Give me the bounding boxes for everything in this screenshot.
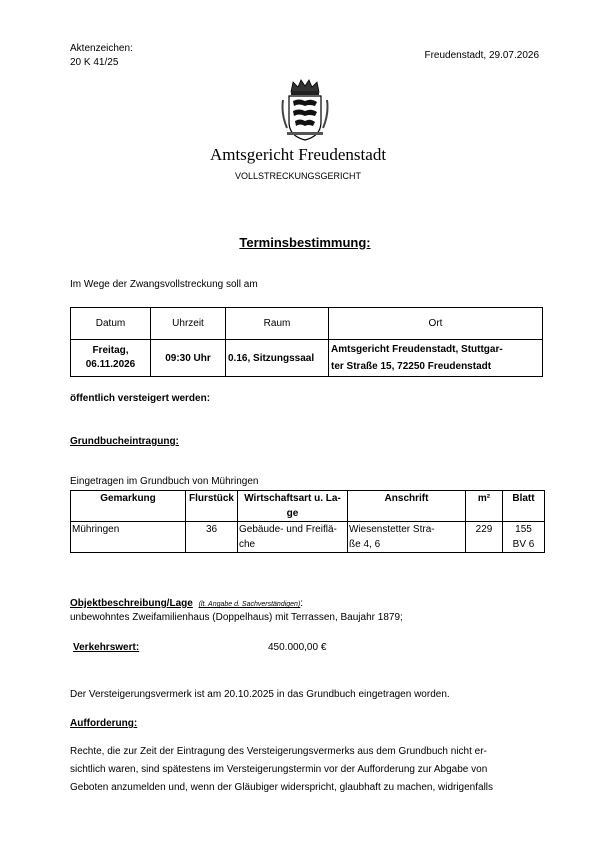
- header-gemarkung: Gemarkung: [71, 491, 186, 522]
- market-value-label: Verkehrswert:: [73, 642, 140, 653]
- land-register-header-row: [71, 491, 545, 522]
- request-heading: Aufforderung:: [70, 718, 138, 729]
- header-anschrift: Anschrift: [348, 491, 466, 522]
- cell-anschrift: [348, 522, 466, 553]
- object-description-colon: :: [300, 598, 304, 609]
- court-department: VOLLSTRECKUNGSGERICHT: [234, 171, 362, 181]
- header-datum: Datum: [71, 308, 151, 340]
- anschrift-line-2: ße 4, 6: [349, 539, 381, 550]
- cell-uhrzeit: 09:30 Uhr: [151, 340, 226, 377]
- case-reference-number: 20 K 41/25: [70, 57, 119, 68]
- land-register-table: [70, 490, 545, 553]
- land-register-row: [71, 522, 545, 553]
- header-wirtschaftsart: [238, 491, 348, 522]
- object-description-note: (lt. Angabe d. Sachverständigen): [198, 601, 301, 608]
- header-uhrzeit: Uhrzeit: [151, 308, 226, 340]
- cell-gemarkung: Mühringen: [71, 522, 186, 553]
- coat-of-arms-icon: [279, 78, 331, 142]
- appointment-table-row: [71, 340, 543, 377]
- place-date: Freudenstadt, 29.07.2026: [424, 50, 539, 61]
- land-register-intro: Eingetragen im Grundbuch von Mühringen: [70, 476, 259, 487]
- appointment-table: [70, 307, 543, 377]
- cell-wirtschaftsart: [238, 522, 348, 553]
- request-text: [70, 743, 550, 797]
- object-description-heading-line: [70, 598, 303, 609]
- header-raum: Raum: [226, 308, 329, 340]
- cell-raum: 0.16, Sitzungssaal: [226, 340, 329, 377]
- datum-date: 06.11.2026: [85, 359, 136, 370]
- cell-flurstueck: 36: [186, 522, 238, 553]
- anschrift-line-1: Wiesenstetter Stra-: [349, 524, 435, 535]
- request-line-2: sichtlich waren, sind spätestens im Versteigerungstermin vor der Aufforderung zur Abgabe von: [70, 764, 488, 775]
- wirtschaftsart-line-1: Gebäude- und Freiflä-: [239, 524, 337, 535]
- header-blatt: Blatt: [503, 491, 545, 522]
- registration-note: Der Versteigerungsvermerk ist am 20.10.2025 in das Grundbuch eingetragen worden.: [70, 689, 450, 700]
- document-title: Terminsbestimmung:: [239, 235, 371, 250]
- ort-line-2: ter Straße 15, 72250 Freudenstadt: [331, 361, 492, 372]
- cell-blatt: [503, 522, 545, 553]
- cell-m2: 229: [466, 522, 503, 553]
- request-line-3: Geboten anzumelden und, wenn der Gläubiger widerspricht, glaubhaft zu machen, widrigenfalls: [70, 782, 494, 793]
- wirtschaftsart-header-line-1: Wirtschaftsart u. La-: [244, 493, 341, 504]
- cell-datum: [71, 340, 151, 377]
- intro-text: Im Wege der Zwangsvollstreckung soll am: [70, 279, 258, 290]
- datum-weekday: Freitag,: [92, 345, 129, 356]
- object-description-heading: Objektbeschreibung/Lage: [70, 598, 193, 609]
- object-description-text: unbewohntes Zweifamilienhaus (Doppelhaus) mit Terrassen, Baujahr 1879;: [70, 612, 403, 623]
- header-ort: Ort: [329, 308, 543, 340]
- land-register-heading: Grundbucheintragung:: [70, 436, 179, 447]
- case-reference-block: [70, 42, 133, 70]
- cell-ort: [329, 340, 543, 377]
- wirtschaftsart-line-2: che: [239, 539, 256, 550]
- wirtschaftsart-header-line-2: ge: [286, 508, 299, 519]
- header-flurstueck: Flurstück: [186, 491, 238, 522]
- ort-line-1: Amtsgericht Freudenstadt, Stuttgar-: [331, 344, 503, 355]
- blatt-line-2: BV 6: [512, 539, 535, 550]
- blatt-line-1: 155: [515, 524, 532, 535]
- case-reference-label: Aktenzeichen:: [70, 43, 133, 54]
- market-value-amount: 450.000,00 €: [268, 642, 327, 653]
- header-m2: m²: [466, 491, 503, 522]
- auction-statement: öffentlich versteigert werden:: [70, 393, 211, 404]
- court-name: Amtsgericht Freudenstadt: [209, 145, 387, 164]
- appointment-table-header-row: [71, 308, 543, 340]
- request-line-1: Rechte, die zur Zeit der Eintragung des Versteigerungsvermerks aus dem Grundbuch nicht er-: [70, 746, 487, 757]
